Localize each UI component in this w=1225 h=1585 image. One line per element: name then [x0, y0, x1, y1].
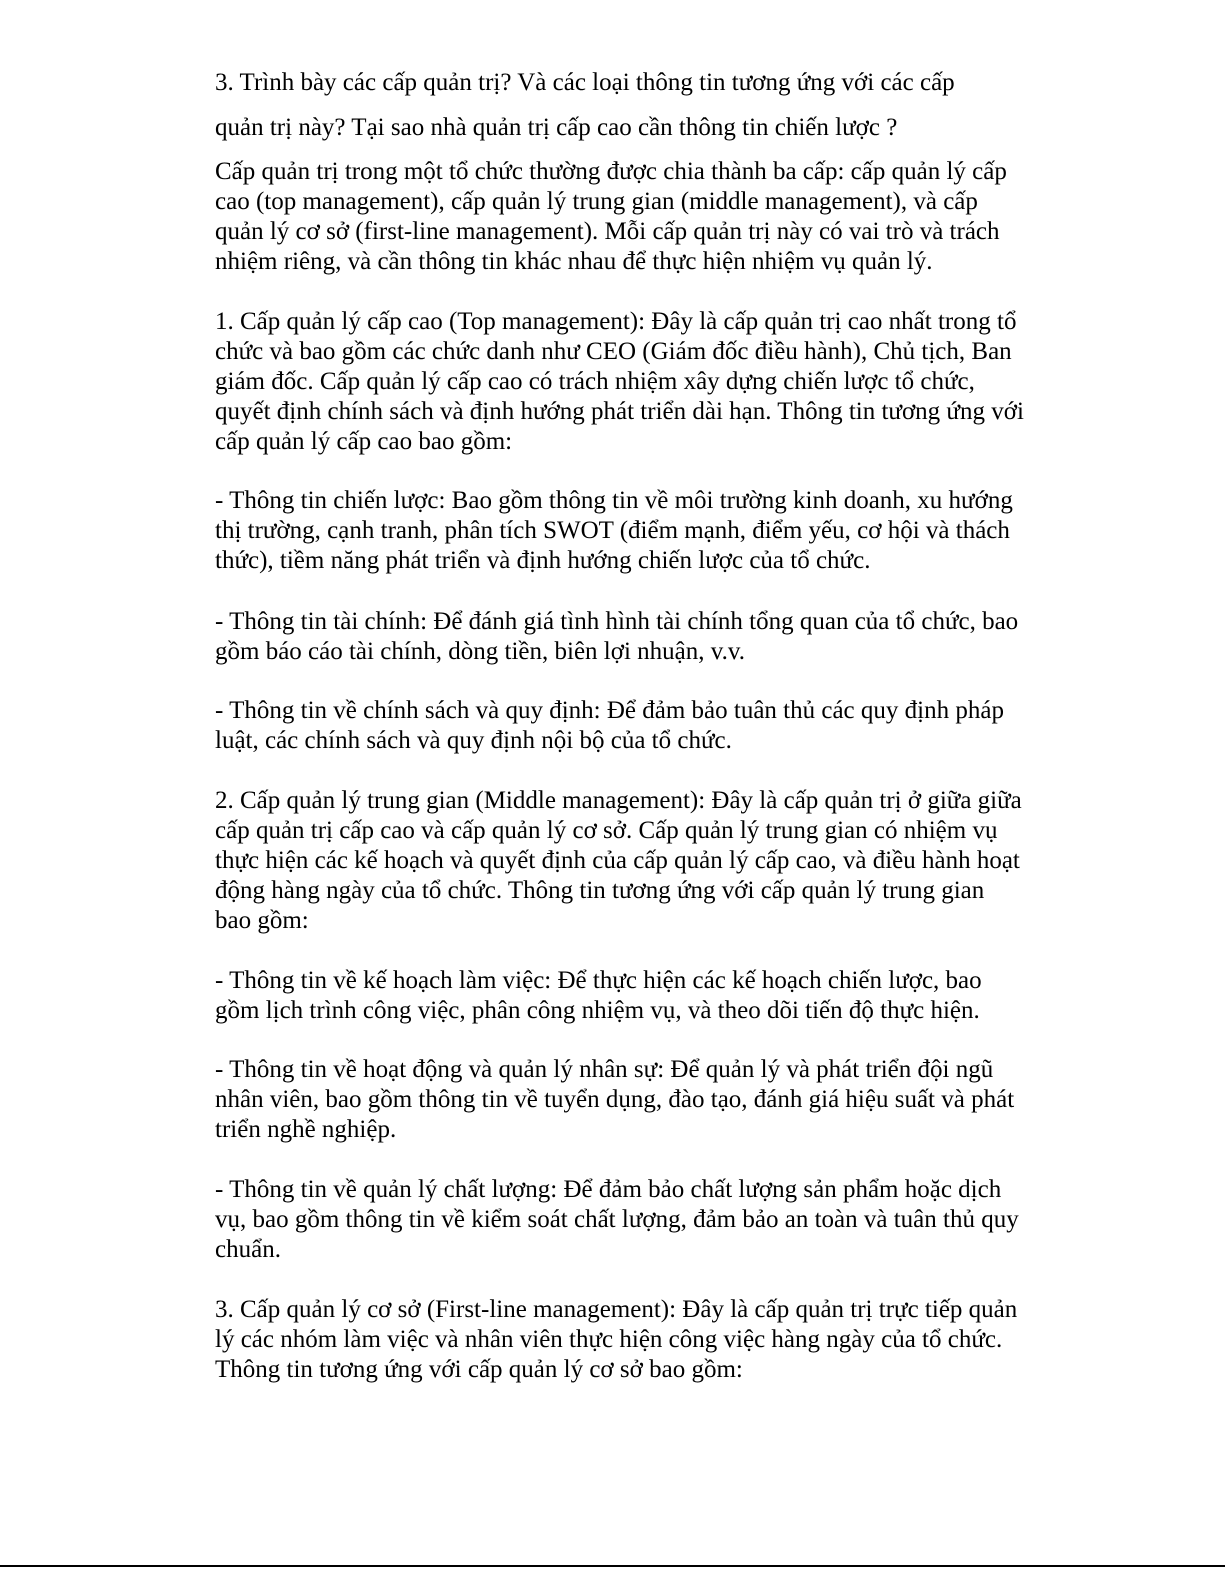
- hr-info-item: - Thông tin về hoạt động và quản lý nhân sự: Để quản lý và phát triển đội ngũ nhân viên, bao gồm thông tin về tuyển dụng, đào tạo, đánh giá hiệu suất và phát triển nghề nghiệp.: [215, 1056, 1015, 1143]
- intro-paragraph: Cấp quản trị trong một tổ chức thường được chia thành ba cấp: cấp quản lý cấp cao (top management), cấp quản lý trung gian (middle management), và cấp quản lý cơ sở (first-line management). Mỗi cấp quản trị này có vai trò và trách nhiệm riêng, và cần thông tin khác nhau để thực hiện nhiệm vụ quản lý.: [215, 158, 1007, 275]
- question-line-2: quản trị này? Tại sao nhà quản trị cấp cao cần thông tin chiến lược ?: [215, 114, 898, 141]
- question-line-1: 3. Trình bày các cấp quản trị? Và các loại thông tin tương ứng với các cấp: [215, 69, 955, 96]
- work-plan-info-item: - Thông tin về kế hoạch làm việc: Để thực hiện các kế hoạch chiến lược, bao gồm lịch trình công việc, phân công nhiệm vụ, và theo dõi tiến độ thực hiện.: [215, 967, 982, 1024]
- middle-management-paragraph: 2. Cấp quản lý trung gian (Middle management): Đây là cấp quản trị ở giữa giữa cấp quản trị cấp cao và cấp quản lý cơ sở. Cấp quản lý trung gian có nhiệm vụ thực hiện các kế hoạch và quyết định của cấp quản lý cấp cao, và điều hành hoạt động hàng ngày của tổ chức. Thông tin tương ứng với cấp quản lý trung gian bao gồm:: [215, 787, 1022, 934]
- first-line-management-paragraph: 3. Cấp quản lý cơ sở (First-line management): Đây là cấp quản trị trực tiếp quản lý các nhóm làm việc và nhân viên thực hiện công việc hàng ngày của tổ chức. Thông tin tương ứng với cấp quản lý cơ sở bao gồm:: [215, 1296, 1018, 1383]
- top-management-paragraph: 1. Cấp quản lý cấp cao (Top management): Đây là cấp quản trị cao nhất trong tổ chức và bao gồm các chức danh như CEO (Giám đốc điều hành), Chủ tịch, Ban giám đốc. Cấp quản lý cấp cao có trách nhiệm xây dựng chiến lược tổ chức, quyết định chính sách và định hướng phát triển dài hạn. Thông tin tương ứng với cấp quản lý cấp cao bao gồm:: [215, 308, 1024, 455]
- financial-info-item: - Thông tin tài chính: Để đánh giá tình hình tài chính tổng quan của tổ chức, bao gồm báo cáo tài chính, dòng tiền, biên lợi nhuận, v.v.: [215, 608, 1019, 665]
- page-bottom-rule: [0, 1565, 1225, 1567]
- policy-info-item: - Thông tin về chính sách và quy định: Để đảm bảo tuân thủ các quy định pháp luật, các chính sách và quy định nội bộ của tổ chức.: [215, 697, 1004, 754]
- quality-info-item: - Thông tin về quản lý chất lượng: Để đảm bảo chất lượng sản phẩm hoặc dịch vụ, bao gồm thông tin về kiểm soát chất lượng, đảm bảo an toàn và tuân thủ quy chuẩn.: [215, 1176, 1019, 1263]
- strategic-info-item: - Thông tin chiến lược: Bao gồm thông tin về môi trường kinh doanh, xu hướng thị trường, cạnh tranh, phân tích SWOT (điểm mạnh, điểm yếu, cơ hội và thách thức), tiềm năng phát triển và định hướng chiến lược của tổ chức.: [215, 487, 1013, 574]
